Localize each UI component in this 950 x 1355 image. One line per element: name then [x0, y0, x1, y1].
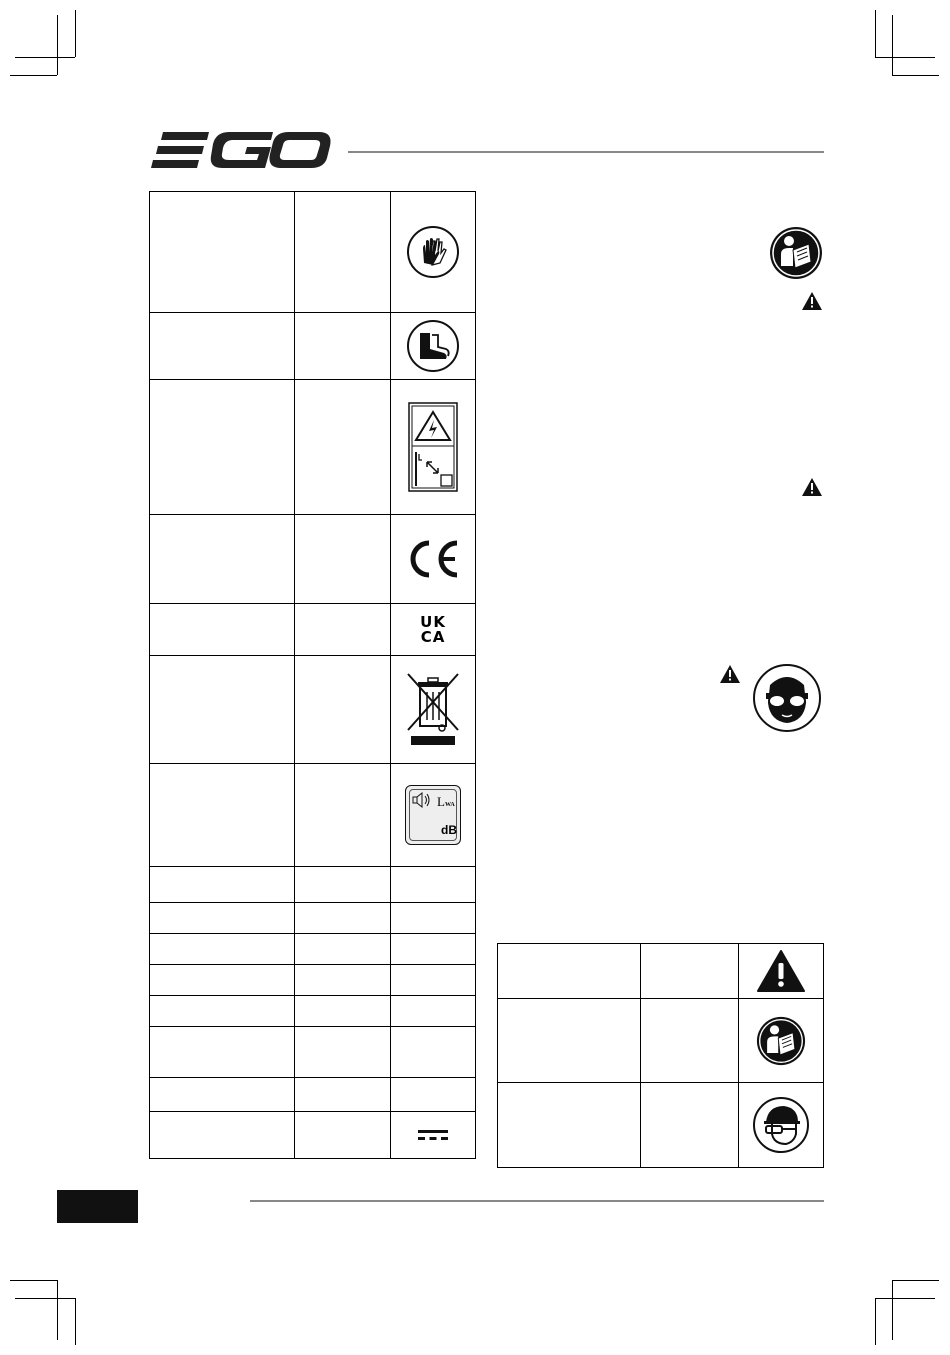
ukca-line-1: UK — [420, 612, 446, 631]
table-row — [150, 903, 476, 934]
electric-hazard-distance-icon — [408, 402, 458, 492]
crop-mark — [10, 1280, 57, 1281]
safety-boots-icon — [406, 319, 460, 373]
crop-mark — [57, 15, 58, 75]
table-row — [150, 313, 476, 380]
sound-power-level-icon — [405, 785, 461, 845]
crop-mark — [892, 15, 893, 75]
crop-mark — [875, 10, 876, 57]
footer-rule — [250, 1200, 824, 1202]
crop-mark — [875, 1298, 935, 1299]
crop-mark — [892, 1280, 939, 1281]
table-row — [150, 867, 476, 903]
crop-mark — [875, 57, 935, 58]
table-row — [150, 380, 476, 515]
warning-triangle-icon — [801, 477, 823, 497]
eye-protection-icon — [752, 663, 822, 733]
warning-triangle-icon — [719, 664, 741, 684]
db-label: dB — [441, 823, 458, 837]
table-row — [150, 965, 476, 996]
crop-mark — [75, 10, 76, 57]
gloves-icon — [406, 225, 460, 279]
lwa-label: LWA — [437, 794, 455, 809]
table-row — [150, 515, 476, 604]
table-row — [150, 1112, 476, 1159]
crop-mark — [875, 1298, 876, 1345]
table-row — [150, 934, 476, 965]
direct-current-icon — [416, 1128, 450, 1142]
ukca-line-2: CA — [420, 627, 446, 646]
signal-word-table — [497, 943, 824, 1168]
read-manual-icon — [769, 226, 823, 280]
crop-mark — [892, 75, 939, 76]
table-row — [150, 764, 476, 867]
crop-mark — [15, 1298, 75, 1299]
table-row — [150, 604, 476, 656]
table-row — [150, 1027, 476, 1078]
table-row — [498, 999, 824, 1083]
weee-crossed-bin-icon — [406, 672, 460, 748]
crop-mark — [15, 57, 75, 58]
ce-mark-icon — [405, 539, 461, 579]
crop-mark — [10, 75, 57, 76]
page-number-tab — [57, 1190, 138, 1223]
table-row — [150, 1078, 476, 1112]
warning-triangle-icon — [801, 291, 823, 311]
header-rule — [348, 151, 824, 153]
warning-triangle-icon — [756, 949, 806, 993]
table-row — [498, 944, 824, 999]
table-row — [150, 996, 476, 1027]
head-eye-protection-icon — [752, 1096, 810, 1154]
table-row — [150, 192, 476, 313]
ukca-mark-icon — [391, 612, 475, 646]
ego-logo — [149, 128, 331, 172]
read-manual-icon — [756, 1016, 806, 1066]
speaker-icon — [412, 792, 432, 808]
table-row — [498, 1083, 824, 1168]
table-row — [150, 656, 476, 764]
crop-mark — [57, 1280, 58, 1340]
symbols-table — [149, 191, 476, 1159]
crop-mark — [75, 1298, 76, 1345]
crop-mark — [892, 1280, 893, 1340]
